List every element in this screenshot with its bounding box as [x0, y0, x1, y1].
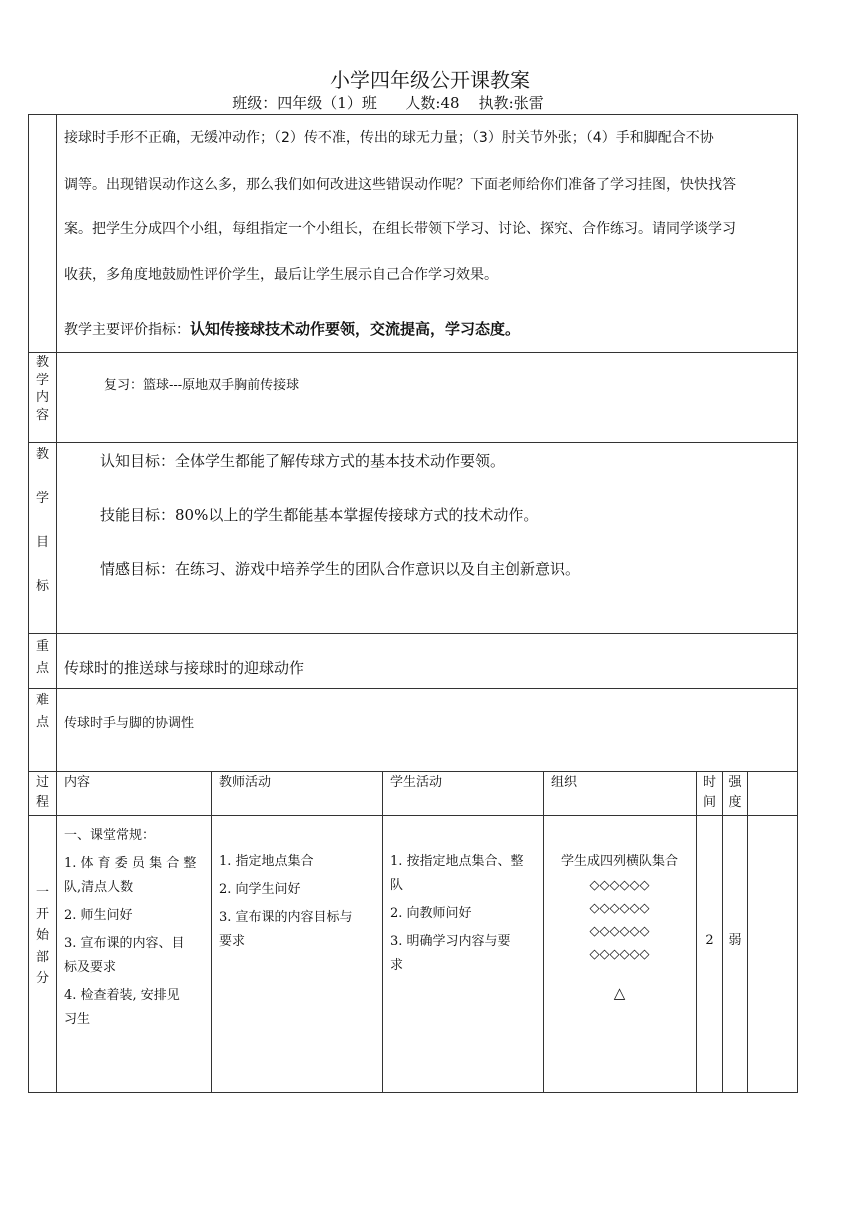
evaluation-indicator [64, 318, 520, 341]
list-item: 要求 [219, 934, 246, 949]
row-label-teaching-goals: 教 学 目 标 [35, 447, 49, 594]
list-item: 2. 向教师问好 [390, 906, 472, 921]
start-student-cell [390, 850, 540, 978]
list-item: 队 [390, 878, 404, 893]
intro-line: 调等。出现错误动作这么多，那么我们如何改进这些错误动作呢？下面老师给你们准备了学习挂图，快快找答 [64, 177, 736, 193]
formation-diagram [543, 874, 696, 1005]
list-item: 习生 [64, 1012, 91, 1027]
header-organization: 组织 [551, 775, 578, 790]
list-item: 1. 按指定地点集合、整 [390, 854, 524, 869]
start-intensity-value: 弱 [728, 933, 742, 948]
formation-row: ◇◇◇◇◇◇ [589, 947, 650, 962]
start-time-value: 2 [705, 933, 714, 948]
header-process: 过 程 [35, 775, 49, 810]
list-item: 3. 明确学习内容与要 [390, 934, 511, 949]
difficult-point-text: 传球时手与脚的协调性 [64, 716, 195, 731]
evaluation-value: 认知传接球技术动作要领，交流提高，学习态度。 [190, 320, 521, 338]
header-student-activity: 学生活动 [390, 775, 443, 790]
list-item: 2. 向学生问好 [219, 882, 301, 897]
list-item: 2. 师生问好 [64, 908, 133, 923]
header-time: 时 间 [702, 775, 716, 810]
header-intensity: 强 度 [728, 775, 742, 810]
start-teacher-cell [219, 850, 379, 954]
formation-row: ◇◇◇◇◇◇ [589, 878, 650, 893]
list-item: 求 [390, 958, 404, 973]
list-item: 3. 宣布课的内容、目 [64, 936, 185, 951]
list-item: 队,清点人数 [64, 880, 134, 895]
header-content: 内容 [64, 775, 91, 790]
evaluation-prefix: 教学主要评价指标： [64, 322, 190, 338]
intro-line: 案。把学生分成四个小组，每组指定一个小组长，在组长带领下学习、讨论、探究、合作练习。请同学谈学习 [64, 221, 736, 237]
start-content-cell [64, 824, 208, 1032]
page-title: 小学四年级公开课教案 [330, 68, 530, 92]
formation-row: ◇◇◇◇◇◇ [589, 901, 650, 916]
teacher-position-icon: △ [613, 984, 626, 1002]
goal-emotion: 情感目标：在练习、游戏中培养学生的团队合作意识以及自主创新意识。 [100, 560, 581, 578]
list-item: 1. 指定地点集合 [219, 854, 314, 869]
header-teacher-activity: 教师活动 [219, 775, 272, 790]
list-item: 4. 检查着装, 安排见 [64, 988, 180, 1003]
row-label-difficult-point: 难 点 [35, 693, 49, 730]
goal-cognitive: 认知目标：全体学生都能了解传球方式的基本技术动作要领。 [100, 452, 506, 470]
list-item: 一、课堂常规： [64, 828, 156, 843]
row-label-start-section: 一 开 始 部 分 [35, 885, 49, 986]
formation-row: ◇◇◇◇◇◇ [589, 924, 650, 939]
formation-caption: 学生成四列横队集合 [560, 854, 678, 869]
goal-skill: 技能目标：80%以上的学生都能基本掌握传接球方式的技术动作。 [100, 506, 539, 524]
list-item: 标及要求 [64, 960, 117, 975]
start-organization-cell [543, 850, 696, 1005]
intro-line: 接球时手形不正确，无缓冲动作；（2）传不准，传出的球无力量；（3）肘关节外张；（4）手和脚配合不协 [64, 130, 714, 146]
teaching-content-text: 复习：篮球---原地双手胸前传接球 [104, 378, 300, 393]
key-point-text: 传球时的推送球与接球时的迎球动作 [64, 659, 305, 677]
class-info: 班级：四年级（1）班 人数:48 执教:张雷 [232, 94, 544, 112]
list-item: 1. 体 育 委 员 集 合 整 [64, 856, 197, 871]
intro-line: 收获，多角度地鼓励性评价学生，最后让学生展示自己合作学习效果。 [64, 267, 498, 283]
row-label-teaching-content: 教 学 内 容 [35, 355, 49, 423]
row-label-key-point: 重 点 [35, 639, 49, 676]
list-item: 3. 宣布课的内容目标与 [219, 910, 353, 925]
